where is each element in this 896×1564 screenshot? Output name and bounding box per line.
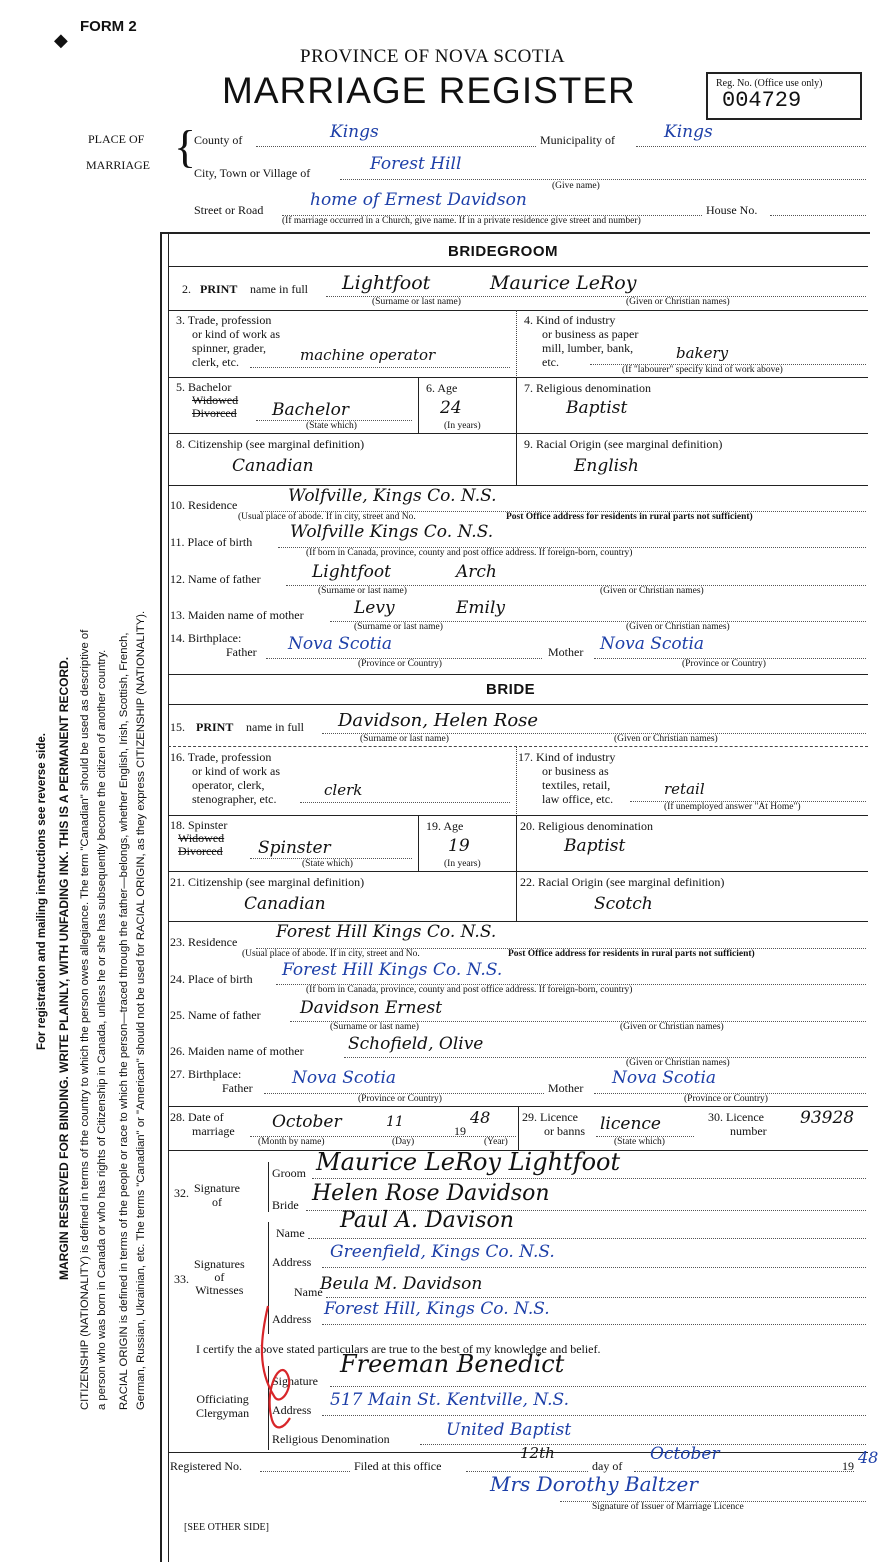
witness1-address: Greenfield, Kings Co. N.S. (330, 1242, 555, 1262)
bride-citizenship-label: 21. Citizenship (see marginal definition) (170, 875, 365, 889)
bride-name-label: name in full (246, 720, 304, 734)
filed-year: 48 (858, 1448, 879, 1467)
groom-surname-note: (Surname or last name) (372, 297, 461, 307)
marriage-month-note: (Month by name) (258, 1137, 325, 1147)
bride-status-value: Spinster (258, 838, 331, 858)
witness2-address-label: Address (272, 1312, 312, 1326)
groom-item-2: 2. (182, 282, 191, 296)
denomination-label: Religious Denomination (272, 1432, 390, 1446)
margin-binding-note: MARGIN RESERVED FOR BINDING. WRITE PLAINLY, WITH UNFADING INK. THIS IS A PERMANENT RECORD. (57, 656, 71, 1280)
bride-father-label: 25. Name of father (170, 1008, 261, 1022)
day-of-label: day of (592, 1459, 623, 1473)
groom-religion-value: Baptist (566, 398, 628, 418)
marriage-year: 48 (470, 1108, 491, 1127)
form-number: FORM 2 (80, 18, 137, 35)
groom-residence-note: (Usual place of abode. If in city, street and No. (238, 512, 416, 522)
groom-print-label: PRINT (200, 282, 238, 296)
bride-age-label: 19. Age (426, 819, 464, 833)
bride-mother-value: Schofield, Olive (348, 1034, 484, 1054)
margin-racial-def-1: RACIAL ORIGIN is defined in terms of the people or race to which the person—traced through the father—belongs, whether English, Irish, Scottish, French, (118, 632, 130, 1410)
give-name-note: (Give name) (552, 181, 600, 191)
place-of-label: PLACE OF (88, 132, 145, 146)
bride-father-given-note: (Given or Christian names) (620, 1022, 724, 1032)
groom-racial-value: English (574, 456, 639, 476)
groom-mother-given-note: (Given or Christian names) (626, 622, 730, 632)
municipality-label: Municipality of (540, 133, 615, 147)
bride-religion-value: Baptist (564, 836, 626, 856)
witness-label: Signatures of Witnesses (194, 1257, 245, 1297)
clergy-signature-label: Signature (272, 1374, 318, 1388)
groom-state-which: (State which) (306, 421, 357, 431)
groom-bp-mother-word: Mother (548, 645, 584, 659)
groom-mother-given: Emily (456, 598, 506, 618)
item-32: 32. (174, 1186, 189, 1200)
bride-birthplace-label: 27. Birthplace: (170, 1067, 242, 1081)
groom-age-label: 6. Age (426, 381, 458, 395)
groom-citizenship-label: 8. Citizenship (see marginal definition) (176, 437, 365, 451)
licence-number-value: 93928 (800, 1108, 855, 1128)
house-label: House No. (706, 203, 758, 217)
clergy-address-label: Address (272, 1403, 312, 1417)
groom-bp-mother-note: (Province or Country) (682, 659, 766, 669)
bride-citizenship-value: Canadian (244, 894, 326, 914)
margin-citizenship-def-1: CITIZENSHIP (NATIONALITY) is defined in terms of the country to which the person owes allegiance. The term "Canadian" should be used as descriptive of (79, 629, 91, 1410)
groom-residence-label: 10. Residence (170, 498, 238, 512)
bride-bp-father-word: Father (222, 1081, 253, 1095)
groom-in-years: (In years) (444, 421, 481, 431)
marriage-year-prefix: 19 (454, 1124, 466, 1138)
groom-mother-label: 13. Maiden name of mother (170, 608, 304, 622)
groom-trade-value: machine operator (300, 346, 436, 364)
bride-surname-note: (Surname or last name) (360, 734, 449, 744)
bride-signature: Helen Rose Davidson (312, 1181, 550, 1206)
marriage-label: MARRIAGE (86, 158, 151, 172)
bride-bp-mother-word: Mother (548, 1081, 584, 1095)
witness1-name: Paul A. Davison (340, 1208, 514, 1233)
licence-value: licence (600, 1114, 661, 1134)
bride-residence-label: 23. Residence (170, 935, 238, 949)
filed-label: Filed at this office (354, 1459, 442, 1473)
groom-mother-surname-note: (Surname or last name) (354, 622, 443, 632)
groom-residence-value: Wolfville, Kings Co. N.S. (288, 486, 497, 506)
bride-father-value: Davidson Ernest (300, 998, 443, 1018)
bride-father-surname-note: (Surname or last name) (330, 1022, 419, 1032)
reg-number: 004729 (722, 88, 802, 113)
groom-status-value: Bachelor (272, 400, 349, 420)
groom-racial-label: 9. Racial Origin (see marginal definition) (524, 437, 723, 451)
marriage-day: 11 (386, 1114, 404, 1130)
signature-of-label: Signature of (194, 1181, 240, 1209)
groom-father-given: Arch (456, 562, 497, 582)
groom-bp-father-note: (Province or Country) (358, 659, 442, 669)
bride-item-15: 15. (170, 720, 185, 734)
bride-print-label: PRINT (196, 720, 234, 734)
groom-citizenship-value: Canadian (232, 456, 314, 476)
witness2-name: Beula M. Davidson (320, 1274, 483, 1294)
bride-racial-label: 22. Racial Origin (see marginal definition) (520, 875, 725, 889)
bride-residence-note: (Usual place of abode. If in city, street and No. (242, 949, 420, 959)
bride-birth-label: 24. Place of birth (170, 972, 253, 986)
bride-signature-label: Bride (272, 1198, 299, 1212)
officiating-clergyman-label: Officiating Clergyman (196, 1392, 250, 1420)
margin-racial-def-2: German, Russian, Ukrainian, etc. The terms "Canadian" or "American" should not be used for RACIAL ORIGIN, as they express CITIZENSHIP (NATIONALITY). (135, 610, 147, 1410)
groom-bp-father: Nova Scotia (288, 634, 393, 654)
bride-bp-mother: Nova Scotia (612, 1068, 717, 1088)
date-of-marriage-label: 28. Date of marriage (170, 1110, 235, 1138)
street-note: (If marriage occurred in a Church, give name. If in a private residence give street and number) (282, 216, 641, 226)
bullet-icon: ◆ (54, 30, 68, 50)
province-heading: PROVINCE OF NOVA SCOTIA (300, 46, 566, 67)
municipality-value: Kings (664, 122, 713, 142)
bride-status-label: 18. Spinster Widowed Divorced (170, 818, 228, 858)
bride-religion-label: 20. Religious denomination (520, 819, 653, 833)
groom-signature-label: Groom (272, 1166, 306, 1180)
bride-heading: BRIDE (486, 681, 536, 698)
city-label: City, Town or Village of (194, 166, 311, 180)
bride-kind-note: (If unemployed answer "At Home") (664, 802, 801, 812)
marriage-day-note: (Day) (392, 1137, 415, 1147)
groom-kind-label: 4. Kind of industry or business as paper mill, lumber, bank, etc. (524, 313, 639, 369)
groom-kind-value: bakery (676, 344, 729, 362)
street-label: Street or Road (194, 203, 264, 217)
bride-in-years: (In years) (444, 859, 481, 869)
see-other-side: [SEE OTHER SIDE] (184, 1522, 269, 1533)
groom-father-surname-note: (Surname or last name) (318, 586, 407, 596)
bride-bp-mother-note: (Province or Country) (684, 1094, 768, 1104)
groom-bp-mother: Nova Scotia (600, 634, 705, 654)
groom-signature: Maurice LeRoy Lightfoot (316, 1148, 621, 1176)
certify-statement: I certify the above stated particulars are true to the best of my knowledge and belief. (196, 1342, 601, 1356)
issuer-signature-label: Signature of Issuer of Marriage Licence (592, 1502, 744, 1512)
bride-kind-label: 17. Kind of industry or business as textiles, retail, law office, etc. (518, 750, 616, 806)
bride-bp-father: Nova Scotia (292, 1068, 397, 1088)
street-value: home of Ernest Davidson (310, 190, 527, 210)
groom-father-surname: Lightfoot (312, 562, 391, 582)
reg-number-label: Reg. No. (Office use only) (716, 78, 823, 89)
groom-birth-note: (If born in Canada, province, county and post office address. If foreign-born, country) (306, 548, 633, 558)
licence-label: 29. Licence or banns (522, 1110, 585, 1138)
denomination-value: United Baptist (446, 1420, 572, 1440)
clergy-address: 517 Main St. Kentville, N.S. (330, 1390, 569, 1410)
bride-given-note: (Given or Christian names) (614, 734, 718, 744)
witness1-name-label: Name (276, 1226, 305, 1240)
bride-kind-value: retail (664, 780, 705, 798)
bride-trade-value: clerk (324, 781, 363, 799)
witness2-address: Forest Hill, Kings Co. N.S. (324, 1299, 550, 1319)
witness1-address-label: Address (272, 1255, 312, 1269)
bride-state-which: (State which) (302, 859, 353, 869)
groom-bp-father-word: Father (226, 645, 257, 659)
marriage-year-note: (Year) (484, 1137, 508, 1147)
page-title: MARRIAGE REGISTER (222, 70, 636, 111)
filed-year-prefix: 19 (842, 1459, 854, 1473)
groom-father-label: 12. Name of father (170, 572, 261, 586)
groom-mother-surname: Levy (354, 598, 395, 618)
bride-birth-note: (If born in Canada, province, county and post office address. If foreign-born, country) (306, 985, 633, 995)
clergy-signature: Freeman Benedict (340, 1350, 565, 1378)
bride-residence-value: Forest Hill Kings Co. N.S. (276, 922, 497, 942)
groom-given-note: (Given or Christian names) (626, 297, 730, 307)
bride-age-value: 19 (448, 836, 470, 856)
groom-kind-note: (If "labourer" specify kind of work above) (622, 365, 783, 375)
groom-status-label: 5. Bachelor Widowed Divorced (176, 380, 239, 420)
issuer-signature: Mrs Dorothy Baltzer (490, 1472, 698, 1496)
brace-icon: { (174, 121, 197, 172)
marriage-month: October (272, 1112, 342, 1132)
licence-state-note: (State which) (614, 1137, 665, 1147)
groom-birth-value: Wolfville Kings Co. N.S. (290, 522, 494, 542)
bridegroom-heading: BRIDEGROOM (448, 243, 558, 260)
item-33: 33. (174, 1272, 189, 1286)
bride-residence-note-b: Post Office address for residents in rural parts not sufficient) (508, 949, 755, 959)
groom-residence-note-b: Post Office address for residents in rural parts not sufficient) (506, 512, 753, 522)
licence-number-label: 30. Licence number (708, 1110, 767, 1138)
bride-trade-label: 16. Trade, profession or kind of work as operator, clerk, stenographer, etc. (170, 750, 280, 806)
registered-no-label: Registered No. (170, 1459, 242, 1473)
groom-age-value: 24 (440, 398, 462, 418)
county-value: Kings (330, 122, 379, 142)
margin-mailing-note: For registration and mailing instructions see reverse side. (36, 733, 48, 1050)
groom-birthplace-label: 14. Birthplace: (170, 631, 242, 645)
margin-citizenship-def-2: a person who was born in Canada or who has rights of Citizenship in Canada, unless he or she has subsequently become the citizen of another country. (96, 649, 108, 1410)
groom-trade-label: 3. Trade, profession or kind of work as spinner, grader, clerk, etc. (176, 313, 280, 369)
groom-surname: Lightfoot (342, 272, 431, 294)
red-check-mark (250, 1300, 320, 1440)
bride-racial-value: Scotch (594, 894, 653, 914)
groom-name-label: name in full (250, 282, 308, 296)
groom-religion-label: 7. Religious denomination (524, 381, 651, 395)
groom-father-given-note: (Given or Christian names) (600, 586, 704, 596)
filed-day: 12th (520, 1444, 555, 1462)
bride-mother-given-note: (Given or Christian names) (626, 1058, 730, 1068)
witness2-name-label: Name (294, 1285, 323, 1299)
groom-birth-label: 11. Place of birth (170, 535, 253, 549)
bride-mother-label: 26. Maiden name of mother (170, 1044, 304, 1058)
filed-month: October (650, 1444, 720, 1464)
county-label: County of (194, 133, 243, 147)
groom-given-names: Maurice LeRoy (490, 272, 637, 294)
bride-bp-father-note: (Province or Country) (358, 1094, 442, 1104)
city-value: Forest Hill (370, 154, 462, 174)
bride-full-name: Davidson, Helen Rose (338, 710, 539, 731)
bride-birth-value: Forest Hill Kings Co. N.S. (282, 960, 503, 980)
